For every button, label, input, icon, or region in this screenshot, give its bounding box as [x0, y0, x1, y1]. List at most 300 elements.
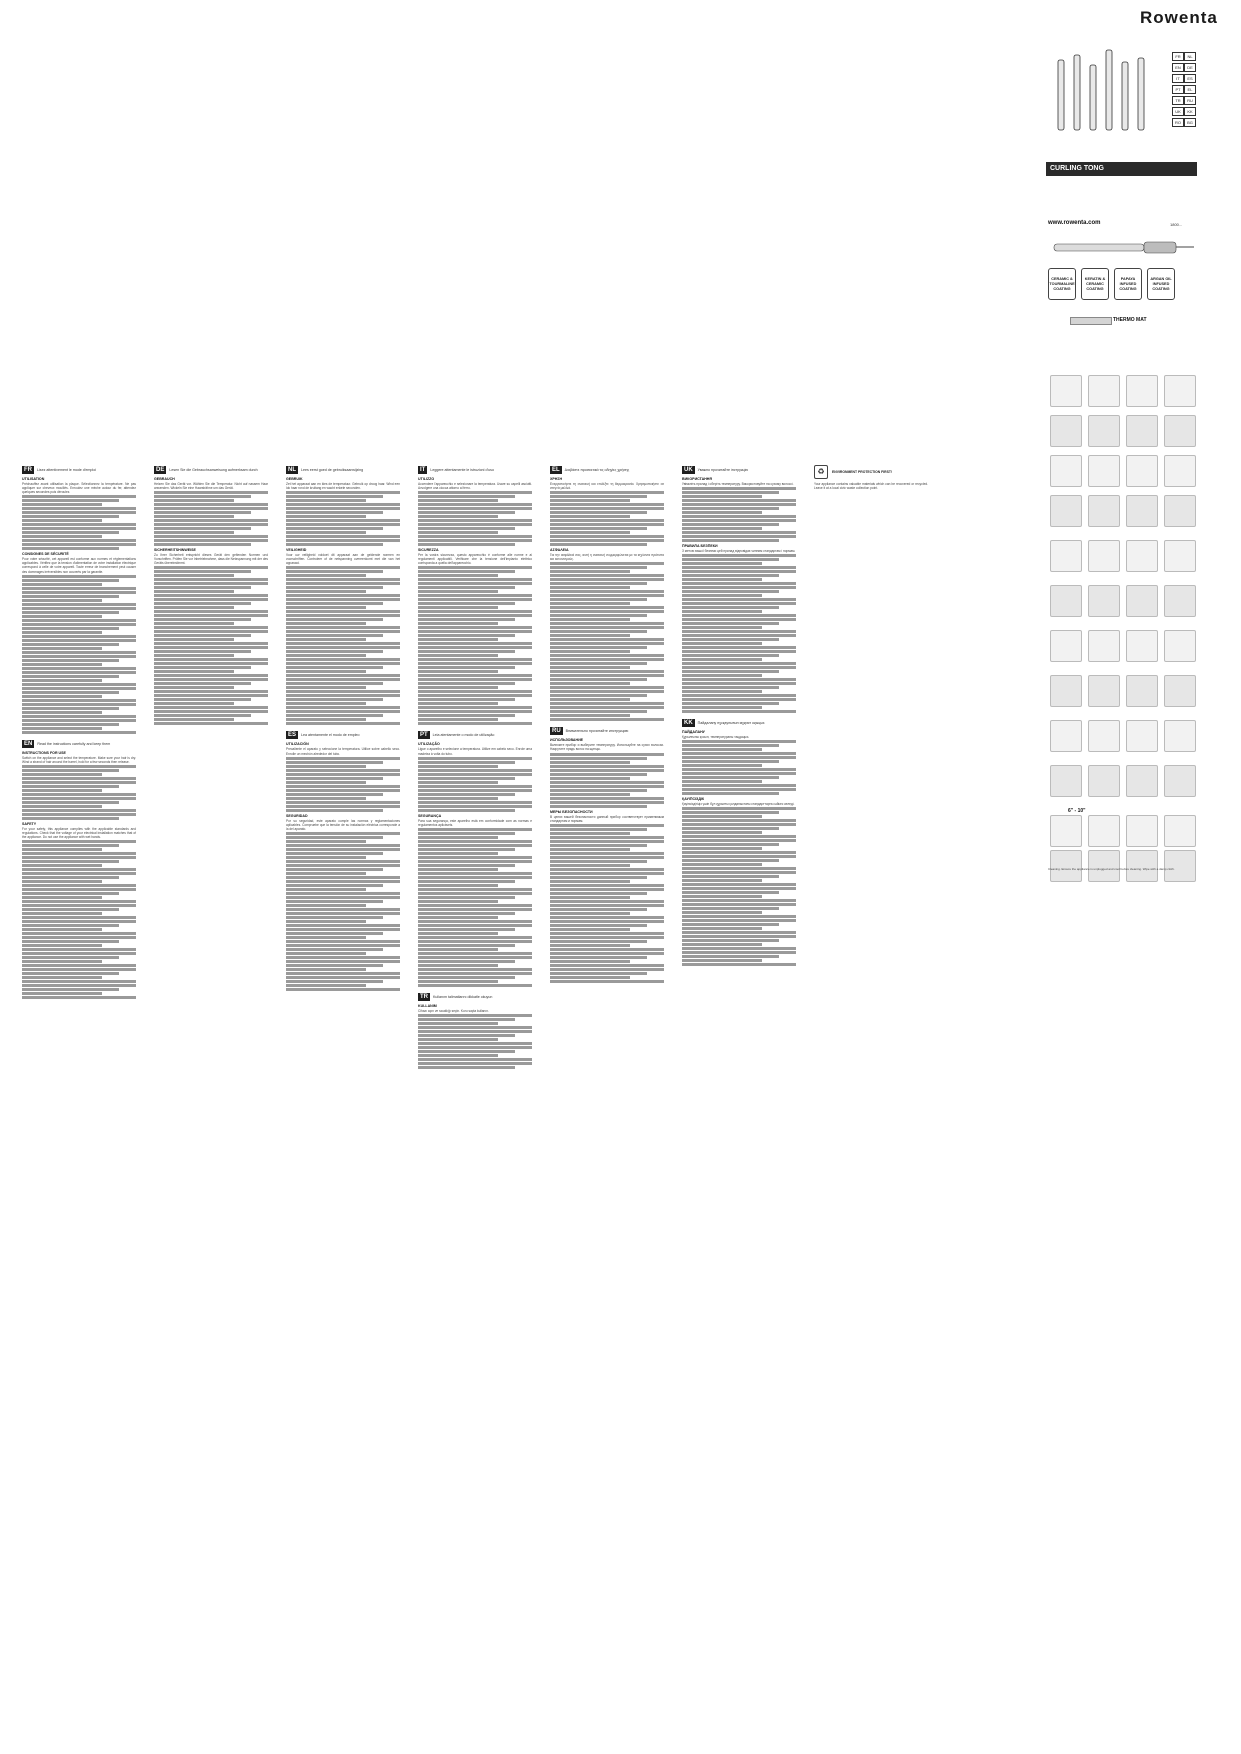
- text-line: [550, 602, 630, 605]
- text-line: [22, 765, 136, 768]
- text-line: [154, 527, 251, 530]
- text-line: [22, 952, 136, 955]
- text-line: [682, 855, 796, 858]
- text-line: [550, 543, 647, 546]
- text-line: [682, 523, 779, 526]
- language-section: [286, 731, 400, 990]
- section-text: Включите прибор и выберите температуру. Используйте на сухих волосах. Накрутите прядь волос на щипцы.: [550, 743, 664, 752]
- text-line: [550, 964, 664, 967]
- text-line: [286, 932, 383, 935]
- text-line: [550, 694, 647, 697]
- language-section: [286, 466, 400, 725]
- language-code: KK: [1184, 107, 1196, 116]
- text-line: [682, 495, 762, 498]
- text-line: [550, 626, 664, 629]
- language-tag: UK: [684, 467, 693, 473]
- text-line: [418, 773, 532, 776]
- section-heading: ПРАВИЛА БЕЗПЕКИ: [682, 544, 718, 549]
- text-line: [286, 852, 383, 855]
- text-line: [286, 527, 383, 530]
- text-line: [418, 694, 532, 697]
- text-line: [550, 781, 664, 784]
- text-line: [682, 907, 779, 910]
- language-intro: Пайдалану нұсқаулығын мұқият оқыңыз: [697, 721, 765, 726]
- section-heading: GEBRUIK: [286, 477, 303, 481]
- text-line: [286, 722, 400, 725]
- text-line: [682, 875, 779, 878]
- text-line: [550, 944, 630, 947]
- column-1: [22, 462, 136, 1350]
- text-line: [550, 634, 630, 637]
- text-line: [682, 931, 796, 934]
- environment-block: [814, 465, 928, 479]
- text-line: [418, 702, 498, 705]
- text-line: [550, 793, 630, 796]
- text-line: [418, 523, 532, 526]
- text-line: [550, 578, 664, 581]
- text-line: [550, 980, 664, 983]
- text-line: [22, 631, 102, 634]
- text-line: [550, 868, 664, 871]
- text-line: [682, 939, 779, 942]
- text-line: [418, 932, 498, 935]
- text-line: [286, 586, 383, 589]
- language-code: IT: [1172, 74, 1184, 83]
- text-line: [418, 980, 498, 983]
- text-line: [682, 491, 779, 494]
- text-line: [550, 630, 647, 633]
- text-line: [418, 904, 532, 907]
- text-line: [550, 690, 664, 693]
- text-line: [418, 614, 532, 617]
- text-line: [418, 944, 515, 947]
- text-line: [418, 638, 498, 641]
- text-line: [682, 959, 762, 962]
- text-line: [418, 1014, 532, 1017]
- language-header: [418, 466, 532, 474]
- text-line: [286, 519, 400, 522]
- text-line: [550, 773, 647, 776]
- text-line: [154, 662, 268, 665]
- section-heading: VEILIGHEID: [286, 548, 307, 553]
- usage-step-illustration: [1050, 375, 1082, 407]
- text-line: [22, 940, 119, 943]
- text-line: [682, 935, 796, 938]
- language-intro: Read the instructions carefully and keep them: [37, 741, 111, 746]
- section-heading: SICUREZZA: [418, 548, 439, 553]
- text-line: [418, 868, 498, 871]
- text-line: [682, 871, 796, 874]
- text-line: [418, 908, 532, 911]
- text-line: [154, 718, 234, 721]
- language-header: [550, 466, 664, 474]
- text-line: [682, 650, 796, 653]
- text-line: [22, 928, 102, 931]
- text-line: [154, 646, 268, 649]
- section-heading: ΧΡΗΣΗ: [550, 477, 563, 481]
- text-line: [550, 789, 647, 792]
- section-heading: ИСПОЛЬЗОВАНИЕ: [550, 738, 584, 743]
- text-line: [418, 602, 515, 605]
- text-line: [286, 976, 400, 979]
- text-line: [286, 868, 383, 871]
- language-intro: Lesen Sie die Gebrauchsanweisung aufmerksam durch: [169, 468, 258, 472]
- text-line: [22, 996, 136, 999]
- text-line: [550, 650, 630, 653]
- language-section: [682, 466, 796, 713]
- column-4: [418, 462, 532, 1350]
- language-code: EL: [1184, 85, 1196, 94]
- text-line: [22, 495, 136, 498]
- text-line: [286, 860, 400, 863]
- text-line: [550, 682, 630, 685]
- text-line: [286, 658, 400, 661]
- text-line: [682, 744, 779, 747]
- text-line: [682, 590, 779, 593]
- text-line: [550, 892, 647, 895]
- text-line: [22, 868, 136, 871]
- text-line: [418, 503, 532, 506]
- language-tag: PT: [420, 732, 428, 739]
- text-line: [682, 527, 762, 530]
- section-heading: ВИКОРИСТАННЯ: [682, 477, 712, 481]
- language-tag: EN: [24, 740, 33, 747]
- text-line: [22, 619, 136, 622]
- text-line: [286, 793, 383, 796]
- text-line: [682, 558, 779, 561]
- text-line: [22, 707, 119, 710]
- text-line: [154, 630, 268, 633]
- text-line: [286, 765, 366, 768]
- language-header: [286, 466, 400, 474]
- section-text: З метою вашої безпеки цей прилад відповідає чинним стандартам і нормам.: [682, 549, 796, 554]
- text-line: [418, 769, 532, 772]
- text-line: [286, 702, 366, 705]
- text-line: [22, 539, 136, 542]
- text-line: [154, 578, 268, 581]
- text-line: [22, 984, 136, 987]
- text-line: [22, 527, 136, 530]
- text-line: [418, 610, 532, 613]
- text-line: [418, 852, 498, 855]
- text-line: [682, 586, 796, 589]
- text-line: [154, 690, 268, 693]
- text-line: [418, 1034, 515, 1037]
- language-tag: IT: [420, 467, 426, 473]
- text-line: [286, 638, 366, 641]
- text-line: [682, 646, 796, 649]
- text-line: [154, 598, 268, 601]
- cleaning-note: Cleaning. Ensure the appliance is unplugged and cool before cleaning. Wipe with a damp cloth.: [1048, 867, 1175, 871]
- text-line: [418, 920, 532, 923]
- text-line: [682, 654, 779, 657]
- text-line: [286, 832, 400, 835]
- text-line: [22, 773, 102, 776]
- text-line: [22, 980, 136, 983]
- text-line: [154, 507, 268, 510]
- text-line: [154, 491, 268, 494]
- section-text: Για την ασφάλειά σας, αυτή η συσκευή συμμορφώνεται με τα ισχύοντα πρότυπα και κανονισμούς.: [550, 553, 664, 562]
- text-line: [550, 678, 647, 681]
- text-line: [682, 768, 796, 771]
- text-line: [418, 836, 498, 839]
- text-line: [418, 722, 532, 725]
- text-line: [286, 642, 400, 645]
- text-line: [550, 761, 630, 764]
- text-line: [418, 515, 498, 518]
- section-heading: ΑΣΦΑΛΕΙΑ: [550, 548, 569, 553]
- text-line: [286, 666, 383, 669]
- text-line: [22, 575, 136, 578]
- section-text: Қауіпсіздігіңіз үшін бұл құрылғы қолданыстағы стандарттарға сәйкес келеді.: [682, 802, 795, 807]
- section-text: Увімкніть прилад і оберіть температуру. Використовуйте на сухому волоссі.: [682, 482, 794, 486]
- text-line: [286, 777, 383, 780]
- text-line: [286, 678, 400, 681]
- language-section: [418, 466, 532, 725]
- text-line: [682, 827, 779, 830]
- text-line: [550, 531, 630, 534]
- column-2: [154, 462, 268, 1350]
- text-line: [550, 642, 664, 645]
- text-line: [418, 876, 532, 879]
- text-line: [22, 864, 102, 867]
- text-line: [550, 519, 664, 522]
- text-line: [682, 792, 779, 795]
- text-line: [550, 856, 664, 859]
- text-line: [550, 662, 647, 665]
- text-line: [550, 797, 664, 800]
- text-line: [682, 566, 796, 569]
- text-line: [154, 586, 251, 589]
- language-tag: DE: [156, 467, 165, 473]
- text-line: [550, 888, 664, 891]
- text-line: [550, 928, 630, 931]
- text-line: [22, 531, 119, 534]
- text-line: [22, 992, 102, 995]
- text-line: [22, 643, 119, 646]
- text-line: [286, 848, 400, 851]
- text-line: [550, 582, 647, 585]
- text-line: [550, 932, 664, 935]
- text-line: [154, 523, 268, 526]
- text-line: [22, 848, 102, 851]
- text-line: [682, 670, 779, 673]
- section-heading: SICHERHEITSHINWEISE: [154, 548, 196, 553]
- text-line: [286, 495, 383, 498]
- text-line: [550, 976, 630, 979]
- text-line: [550, 904, 664, 907]
- instruction-sheet: [22, 462, 1219, 1350]
- text-line: [418, 670, 498, 673]
- text-line: [418, 936, 532, 939]
- language-section: [418, 731, 532, 986]
- text-line: [286, 920, 366, 923]
- language-intro: Уважно прочитайте інструкцію: [697, 468, 749, 472]
- text-line: [550, 757, 647, 760]
- product-title-bar: [1046, 162, 1197, 176]
- text-line: [22, 535, 102, 538]
- text-line: [22, 872, 136, 875]
- text-line: [286, 964, 383, 967]
- text-line: [286, 610, 400, 613]
- text-line: [682, 618, 796, 621]
- text-line: [22, 499, 119, 502]
- text-line: [22, 507, 136, 510]
- language-tag: ES: [288, 732, 297, 739]
- text-line: [682, 776, 779, 779]
- text-line: [154, 654, 234, 657]
- text-line: [418, 892, 532, 895]
- language-tag: RU: [552, 728, 561, 735]
- text-line: [286, 646, 400, 649]
- text-line: [22, 817, 119, 820]
- column-7: [814, 462, 928, 1350]
- text-line: [22, 805, 102, 808]
- section-heading: SEGURIDAD: [286, 813, 308, 818]
- text-line: [418, 960, 515, 963]
- text-line: [22, 813, 136, 816]
- text-line: [418, 718, 498, 721]
- text-line: [418, 785, 532, 788]
- text-line: [286, 912, 400, 915]
- section-heading: UTILIZAÇÃO: [418, 742, 440, 747]
- text-line: [550, 698, 630, 701]
- text-line: [550, 614, 647, 617]
- text-line: [682, 847, 762, 850]
- column-5: [550, 462, 664, 1350]
- text-line: [22, 699, 136, 702]
- text-line: [286, 944, 400, 947]
- text-line: [418, 495, 515, 498]
- text-line: [22, 691, 119, 694]
- section-text: Para sua segurança, este aparelho está em conformidade com as normas e regulamentos aplicáveis.: [418, 818, 532, 827]
- text-line: [286, 574, 366, 577]
- text-line: [286, 805, 400, 808]
- text-line: [154, 626, 268, 629]
- text-line: [418, 594, 532, 597]
- text-line: [22, 611, 119, 614]
- section-text: Құрылғыны қосып, температураны таңдаңыз.: [682, 735, 750, 740]
- text-line: [682, 702, 779, 705]
- text-line: [22, 904, 136, 907]
- text-line: [682, 819, 796, 822]
- text-line: [22, 892, 119, 895]
- text-line: [22, 932, 136, 935]
- text-line: [22, 880, 102, 883]
- text-line: [682, 666, 796, 669]
- text-line: [682, 519, 796, 522]
- usage-step-illustration: [1126, 415, 1158, 447]
- language-intro: Διαβάστε προσεκτικά τις οδηγίες χρήσης: [564, 468, 630, 472]
- text-line: [550, 503, 664, 506]
- text-line: [682, 951, 796, 954]
- text-line: [286, 884, 383, 887]
- text-line: [418, 912, 515, 915]
- text-line: [682, 955, 779, 958]
- text-line: [682, 867, 796, 870]
- text-line: [682, 622, 779, 625]
- text-line: [550, 912, 630, 915]
- text-line: [682, 694, 796, 697]
- text-line: [22, 844, 119, 847]
- text-line: [286, 769, 400, 772]
- text-line: [286, 654, 366, 657]
- language-code: PT: [1172, 85, 1184, 94]
- text-line: [286, 984, 366, 987]
- coating-badges: [1048, 268, 1175, 300]
- text-line: [550, 654, 664, 657]
- section-text: Zet het apparaat aan en kies de temperatuur. Gebruik op droog haar. Wind een lok haar rond de krultang en wacht enkele seconden.: [286, 482, 400, 491]
- language-intro: Leia atentamente o modo de utilização: [432, 733, 495, 738]
- text-line: [682, 748, 762, 751]
- section-text: Switch on the appliance and select the temperature. Make sure your hair is dry. Wind a strand of hair around the barrel, hold for a few seconds then release.: [22, 755, 136, 764]
- language-header: [286, 731, 400, 739]
- text-line: [550, 666, 630, 669]
- text-line: [418, 1054, 498, 1057]
- text-line: [22, 519, 102, 522]
- text-line: [682, 554, 796, 557]
- text-line: [550, 848, 630, 851]
- text-line: [682, 839, 796, 842]
- section-heading: UTILIZACIÓN: [286, 742, 309, 747]
- text-line: [550, 801, 664, 804]
- text-line: [154, 531, 234, 534]
- text-line: [418, 570, 515, 573]
- text-line: [286, 896, 400, 899]
- recycle-icon: ♻: [814, 465, 828, 479]
- text-line: [682, 594, 762, 597]
- text-line: [22, 840, 136, 843]
- text-line: [682, 578, 762, 581]
- text-line: [418, 511, 515, 514]
- text-line: [418, 586, 515, 589]
- usage-step-illustration: [1164, 375, 1196, 407]
- text-line: [286, 797, 366, 800]
- text-line: [550, 574, 664, 577]
- text-line: [550, 920, 664, 923]
- text-line: [286, 900, 383, 903]
- text-line: [550, 590, 664, 593]
- text-line: [22, 956, 119, 959]
- text-line: [418, 654, 498, 657]
- language-header: [154, 466, 268, 474]
- text-line: [154, 666, 251, 669]
- text-line: [550, 884, 664, 887]
- text-line: [550, 562, 664, 565]
- section-text: Pour votre sécurité, cet appareil est conforme aux normes et réglementations applicables. Vérifiez que la tension d'alimentation de votre installation électrique correspond à celle de votre appareil. Toute erreur de branchement peut causer des dommages irréversibles non couverts par la garantie.: [22, 557, 136, 574]
- text-line: [286, 602, 383, 605]
- column-3: [286, 462, 400, 1350]
- language-code: RO: [1172, 118, 1184, 127]
- text-line: [550, 864, 630, 867]
- text-line: [286, 682, 383, 685]
- text-line: [286, 956, 400, 959]
- text-line: [418, 1022, 498, 1025]
- text-line: [154, 539, 268, 542]
- text-line: [418, 848, 515, 851]
- text-line: [22, 615, 102, 618]
- text-line: [22, 731, 136, 734]
- text-line: [154, 670, 234, 673]
- text-line: [22, 655, 136, 658]
- text-line: [286, 690, 400, 693]
- text-line: [550, 940, 647, 943]
- website-link[interactable]: www.rowenta.com: [1048, 220, 1101, 226]
- text-line: [154, 566, 268, 569]
- text-line: [418, 710, 532, 713]
- text-line: [418, 606, 498, 609]
- text-line: [550, 586, 630, 589]
